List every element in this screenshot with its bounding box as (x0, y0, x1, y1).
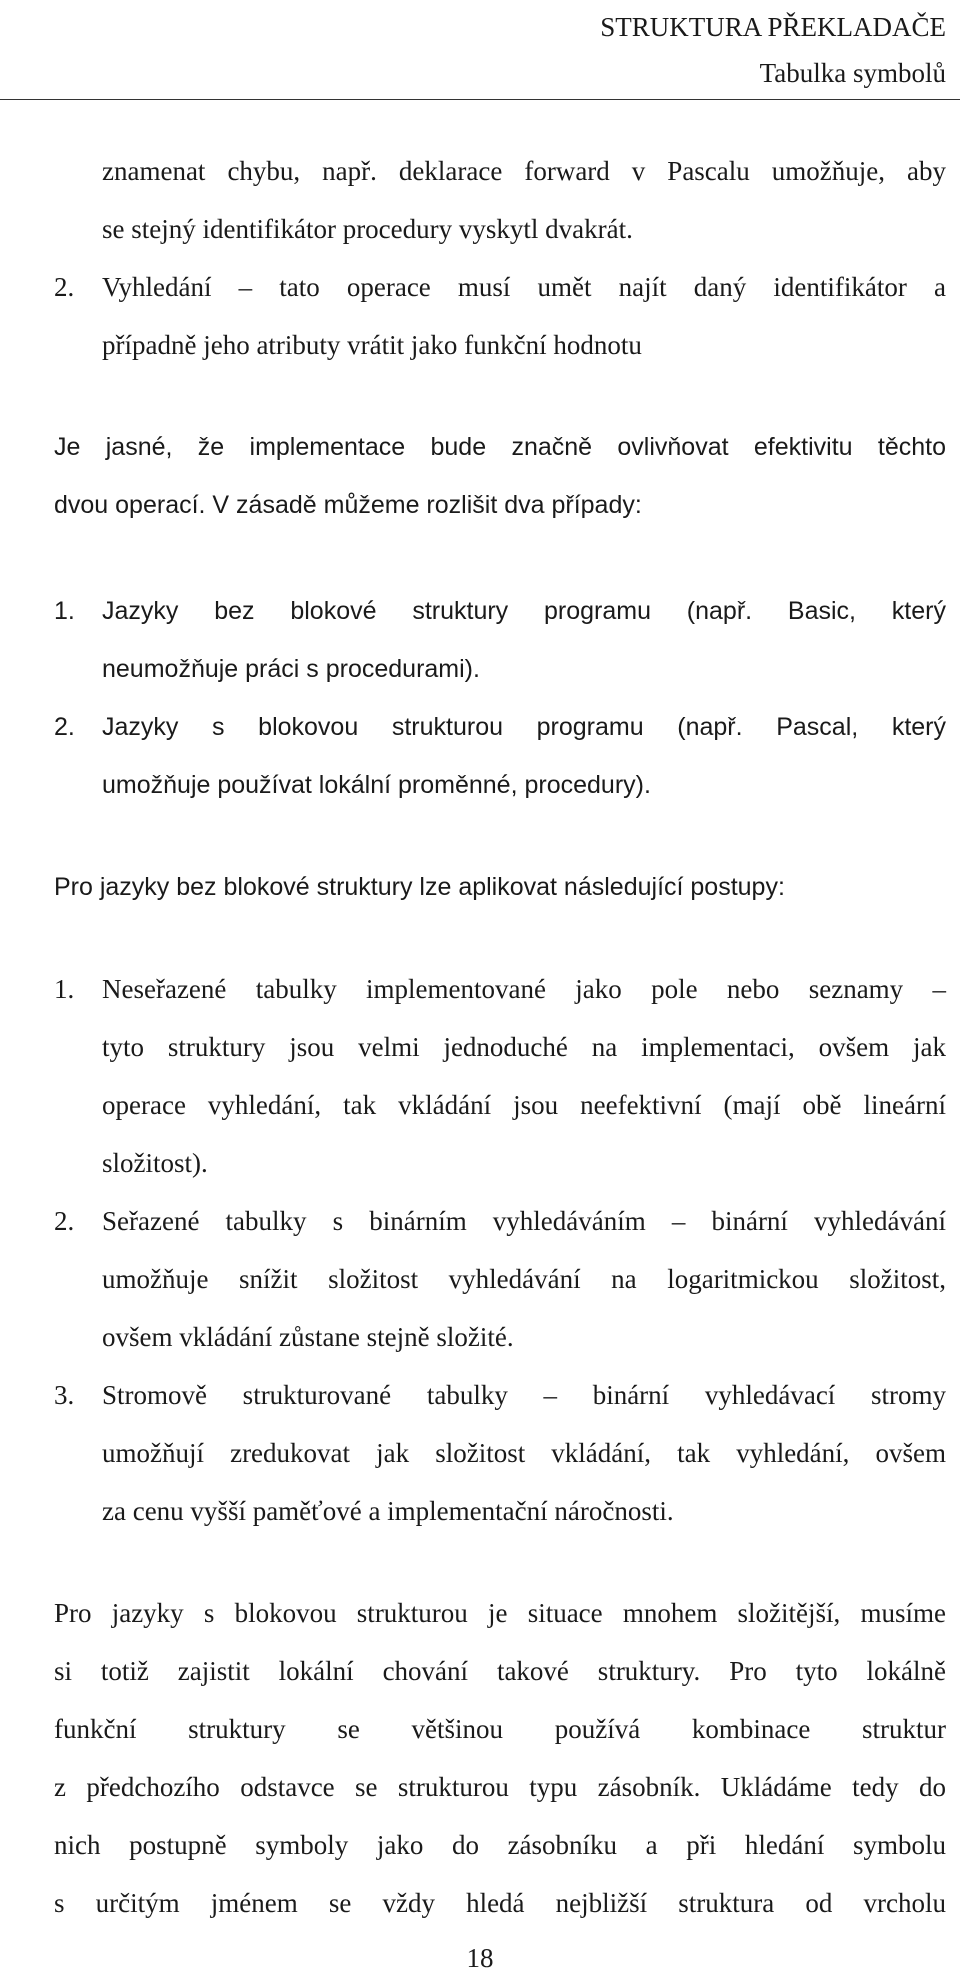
paragraph-nonblock (54, 858, 946, 916)
text-line: nich postupně symboly jako do zásobníku a při hledání symbolu (54, 1830, 946, 1860)
text-line: se stejný identifikátor procedury vyskytl dvakrát. (102, 214, 633, 244)
text-line: Je jasné, že implementace bude značně ovlivňovat efektivitu těchto (54, 433, 946, 461)
text-line: Jazyky s blokovou strukturou programu (např. Pascal, který (102, 713, 946, 741)
text-line: Pro jazyky bez blokové struktury lze aplikovat následující postupy: (54, 873, 785, 901)
text-line: složitost). (102, 1148, 208, 1178)
text-line: dvou operací. V zásadě můžeme rozlišit dva případy: (54, 491, 642, 519)
list-item (54, 960, 946, 1192)
text-line: umožňuje snížit složitost vyhledávání na logaritmickou složitost, (102, 1264, 946, 1294)
list-number: 1. (54, 974, 75, 1004)
list-number: 3. (54, 1380, 75, 1410)
text-line: si totiž zajistit lokální chování takové struktury. Pro tyto lokálně (54, 1656, 946, 1686)
paragraph-gap (54, 916, 946, 960)
paragraph-efficiency (54, 418, 946, 534)
text-line: neumožňuje práci s procedurami). (102, 655, 480, 683)
text-line: Stromově strukturované tabulky – binární vyhledávací stromy (102, 1380, 946, 1410)
list-number: 1. (54, 597, 75, 625)
text-line: Vyhledání – tato operace musí umět najít daný identifikátor a (102, 272, 946, 302)
paragraph-gap (54, 374, 946, 418)
header-title: STRUKTURA PŘEKLADAČE (600, 12, 946, 42)
list-number: 2. (54, 713, 75, 741)
text-line: umožňují zredukovat jak složitost vkládání, tak vyhledání, ovšem (102, 1438, 946, 1468)
text-line: případně jeho atributy vrátit jako funkční hodnotu (102, 330, 642, 360)
text-line: Pro jazyky s blokovou strukturou je situace mnohem složitější, musíme (54, 1598, 946, 1628)
cases-list (54, 582, 946, 814)
list-item (54, 1192, 946, 1366)
list-item (54, 1366, 946, 1540)
text-line: umožňuje používat lokální proměnné, procedury). (102, 771, 651, 799)
header-divider (0, 99, 960, 100)
list-item (54, 582, 946, 698)
page-header (600, 4, 946, 96)
list-number: 2. (54, 272, 75, 302)
text-line: Jazyky bez blokové struktury programu (např. Basic, který (102, 597, 946, 625)
paragraph-gap (54, 534, 946, 582)
text-line: za cenu vyšší paměťové a implementační náročnosti. (102, 1496, 674, 1526)
text-line: s určitým jménem se vždy hledá nejbližší struktura od vrcholu (54, 1888, 946, 1918)
list-number: 2. (54, 1206, 75, 1236)
list-item (54, 698, 946, 814)
page-number: 18 (466, 1943, 494, 1973)
paragraph-block-structure (54, 1584, 946, 1932)
text-line: tyto struktury jsou velmi jednoduché na implementaci, ovšem jak (102, 1032, 946, 1062)
text-line: znamenat chybu, např. deklarace forward v Pascalu umožňuje, aby (102, 156, 946, 186)
list-item-search (54, 258, 946, 374)
page-body (54, 142, 946, 1932)
paragraph-gap (54, 1540, 946, 1584)
text-line: funkční struktury se většinou používá kombinace struktur (54, 1714, 946, 1744)
text-line: operace vyhledání, tak vkládání jsou neefektivní (mají obě lineární (102, 1090, 946, 1120)
paragraph-gap (54, 814, 946, 858)
intro-continuation (54, 142, 946, 258)
text-line: z předchozího odstavce se strukturou typu zásobník. Ukládáme tedy do (54, 1772, 946, 1802)
header-subtitle: Tabulka symbolů (759, 58, 946, 88)
text-line: Seřazené tabulky s binárním vyhledáváním – binární vyhledávání (102, 1206, 946, 1236)
text-line: Neseřazené tabulky implementované jako pole nebo seznamy – (102, 974, 946, 1004)
text-line: ovšem vkládání zůstane stejně složité. (102, 1322, 514, 1352)
approaches-list (54, 960, 946, 1540)
